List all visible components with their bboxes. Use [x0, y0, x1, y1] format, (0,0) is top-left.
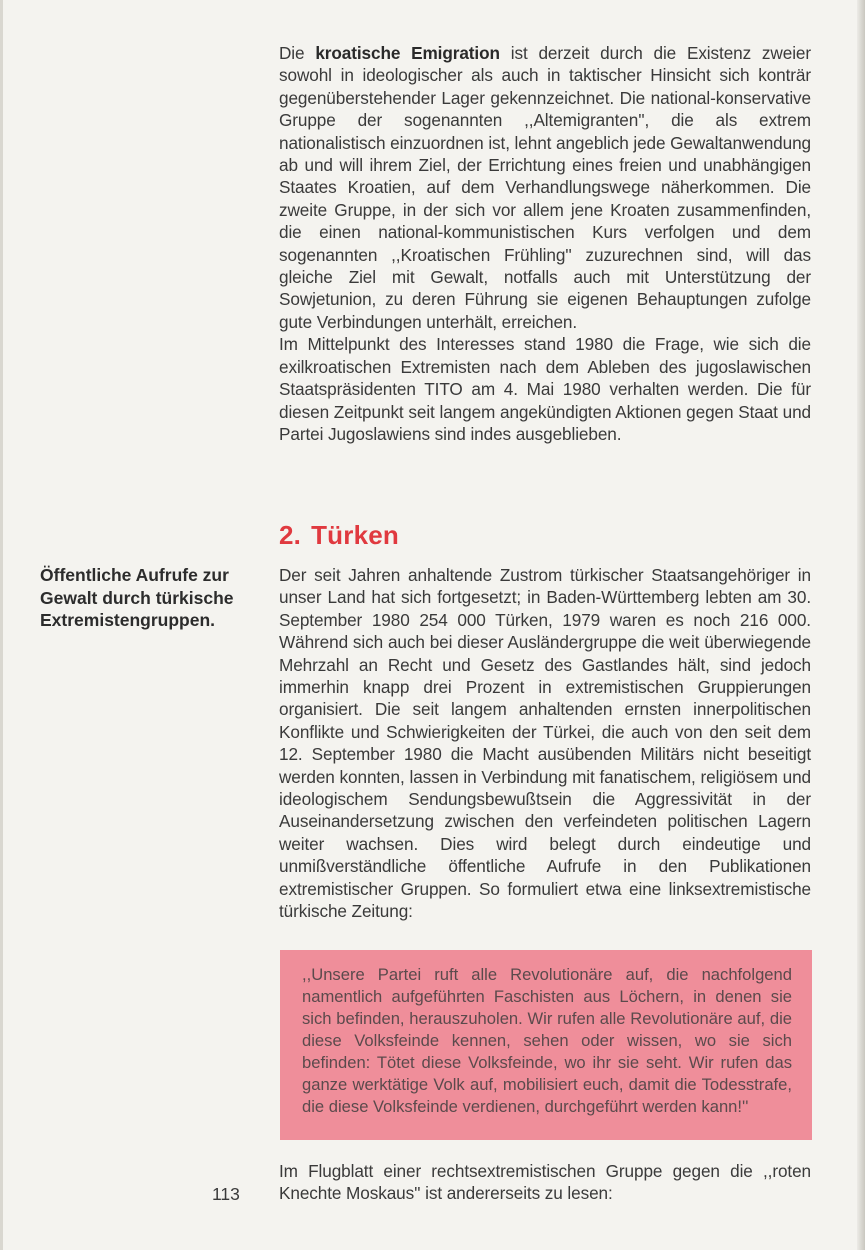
intro-paragraph-1-text: ist derzeit durch die Existenz zweier sowohl in ideologischer als auch in taktischer Hinsicht sich konträr gegenüberstehender Lager gekennzeichnet. Die national-konservative Gruppe der sogenannten ,,Altemigranten'', die als extrem nationalistisch einzuordnen ist, lehnt angeblich jede Gewaltanwendung ab und will ihrem Ziel, der Errichtung eines freien und unabhängigen Staates Kroatien, auf dem Verhandlungswege näherkommen. Die zweite Gruppe, in der sich vor allem jene Kroaten zusammenfinden, die einen national-kommunistischen Kurs verfolgen und dem sogenannten ,,Kroatischen Frühling'' zuzurechnen sind, will das gleiche Ziel mit Gewalt, notfalls auch mit Unterstützung der Sowjetunion, zu deren Führung sie eigenen Behauptungen zufolge gute Verbindungen unterhält, erreichen.: [279, 43, 812, 332]
section-title: Türken: [311, 520, 399, 550]
quote-text: ,,Unsere Partei ruft alle Revolutionäre auf, die nachfolgend namentlich aufgeführten Faschisten aus Löchern, in denen sie sich befinden, herauszuholen. Wir rufen alle Revolutionäre auf, die diese Volksfeinde kennen, sehen oder wissen, wo sie sich befinden: Tötet diese Volksfeinde, wo ihr sie seht. Wir rufen das ganze werktätige Volk auf, mobilisiert euch, damit die Todesstrafe, die diese Volksfeinde verdienen, durchgeführt werden kann!'': [302, 965, 792, 1116]
page-edge-right: [857, 0, 865, 1250]
closing-section: [279, 1160, 811, 1205]
section-body: [279, 564, 811, 923]
intro-paragraph-1: [279, 42, 811, 333]
section-paragraph: Der seit Jahren anhaltende Zustrom türkischer Staatsangehöriger in unser Land hat sich fortgesetzt; in Baden-Württemberg lebten am 30. September 1980 254 000 Türken, 1979 waren es noch 216 000. Während sich auch bei dieser Ausländergruppe die weit überwiegende Mehrzahl an Recht und Gesetz des Gastlandes hält, sind jedoch immerhin knapp drei Prozent in extremistischen Gruppierungen organisiert. Die seit langem anhaltenden ernsten innerpolitischen Konflikte und Schwierigkeiten der Türkei, die auch von den seit dem 12. September 1980 die Macht ausübenden Militärs nicht beseitigt werden konnten, lassen in Verbindung mit fanatischem, religiösem und ideologischem Sendungsbewußtsein die Aggressivität in der Auseinandersetzung zwischen den verfeindeten politischen Lagern weiter wachsen. Dies wird belegt durch eindeutige und unmißverständliche öffentliche Aufrufe in den Publikationen extremistischer Gruppen. So formuliert etwa eine linksextremistische türkische Zeitung:: [279, 565, 811, 922]
page-number: 113: [212, 1184, 240, 1204]
page-edge-left: [0, 0, 3, 1250]
intro-paragraph-2: Im Mittelpunkt des Interesses stand 1980 die Frage, wie sich die exilkroatischen Extremisten nach dem Ableben des jugoslawischen Staatspräsidenten TITO am 4. Mai 1980 verhalten werden. Die für diesen Zeitpunkt seit langem angekündigten Aktionen gegen Staat und Partei Jugoslawiens sind indes ausgeblieben.: [279, 334, 811, 444]
closing-paragraph: Im Flugblatt einer rechtsextremistischen Gruppe gegen die ,,roten Knechte Moskaus'' ist andererseits zu lesen:: [279, 1161, 811, 1204]
intro-lead: Die: [279, 43, 316, 63]
section-heading: [279, 520, 399, 551]
intro-section: [279, 42, 811, 445]
margin-note: Öffentliche Aufrufe zur Gewalt durch türkische Extremistengruppen.: [40, 565, 234, 630]
intro-bold-term: kroatische Emigration: [315, 43, 500, 63]
quote-box: [280, 950, 812, 1140]
section-number: 2.: [279, 520, 302, 550]
